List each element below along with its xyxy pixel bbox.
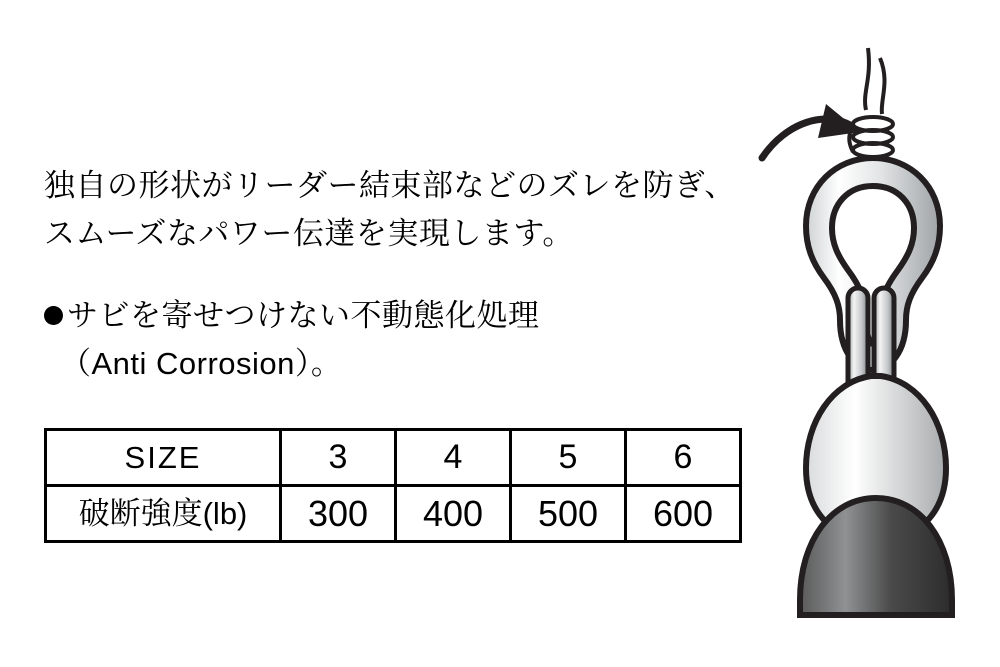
table-row-label-breaking-strength: 破断強度(lb): [46, 486, 281, 542]
table-header-size-6: 6: [626, 430, 741, 486]
feature-line-1: [44, 292, 744, 340]
table-cell-strength-5: 500: [511, 486, 626, 542]
table-header-size-4: 4: [396, 430, 511, 486]
bullet-dot-icon: [44, 306, 63, 325]
table-header-size-3: 3: [281, 430, 396, 486]
table-row: [46, 486, 741, 542]
feature-paragraph: [44, 292, 744, 388]
table-cell-strength-6: 600: [626, 486, 741, 542]
table-cell-strength-3: 300: [281, 486, 396, 542]
description-line-1: 独自の形状がリーダー結束部などのズレを防ぎ、: [44, 168, 736, 203]
table-header-size-label: SIZE: [46, 430, 281, 486]
table-header-size-5: 5: [511, 430, 626, 486]
description-line-2: スムーズなパワー伝達を実現します。: [44, 216, 574, 251]
feature-line-2-text: （Anti Corrosion）。: [60, 346, 343, 381]
description-paragraph: [44, 162, 744, 258]
table-row: [46, 430, 741, 486]
curved-arrow-icon: [762, 104, 860, 158]
table-cell-strength-4: 400: [396, 486, 511, 542]
product-illustration: [740, 40, 1000, 640]
spec-table: [44, 428, 742, 543]
leader-line: [865, 48, 884, 114]
knot-wraps: [849, 117, 893, 157]
feature-line-1-text: サビを寄せつけない不動態化処理: [67, 298, 540, 333]
feature-line-2: [44, 340, 744, 388]
